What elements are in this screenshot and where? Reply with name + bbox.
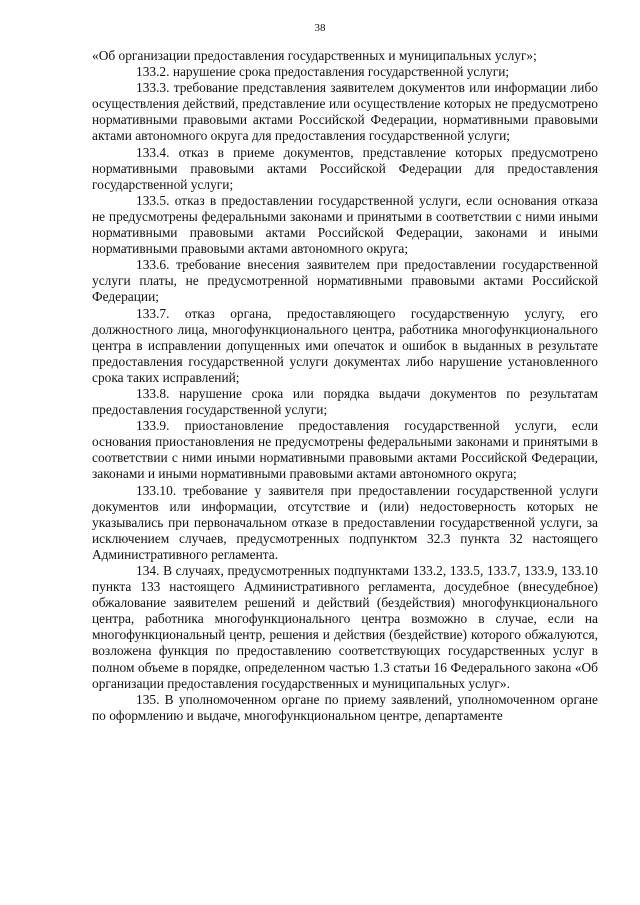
paragraph-133-2: 133.2. нарушение срока предоставления государственной услуги;: [136, 64, 510, 80]
paragraph-133-4: 133.4. отказ в приеме документов, представление которых предусмотрено нормативными правовыми актами Российской Федерации для предоставления государственной услуги;: [92, 144, 598, 192]
paragraph-133-9: 133.9. приостановление предоставления государственной услуги, если основания приостановления не предусмотрены федеральными законами и принятыми в соответствии с ними иными нормативными правовыми актами Российской Федерации, законами и иными нормативными правовыми актами автономного округа;: [92, 418, 598, 482]
paragraph-134: 134. В случаях, предусмотренных подпунктами 133.2, 133.5, 133.7, 133.9, 133.10 пункта 133 настоящего Административного регламента, досудебное (внесудебное) обжалование заявителем решений и действий (бездействия) многофункционального центра, работника многофункционального центра возможно в случае, если на многофункциональный центр, решения и действия (бездействие) которого обжалуются, возложена функция по предоставлению соответствующих государственных услуг в полном объеме в порядке, определенном частью 1.3 статьи 16 Федерального закона «Об организации предоставления государственных и муниципальных услуг».: [92, 563, 598, 691]
page-number: 38: [314, 22, 326, 34]
paragraph-133-10: 133.10. требование у заявителя при предоставлении государственной услуги документов или информации, отсутствие и (или) недостоверность которых не указывались при первоначальном отказе в предоставлении государственной услуги, за исключением случаев, предусмотренных подпунктом 32.3 пункта 32 настоящего Административного регламента.: [92, 482, 598, 562]
paragraph-continuation: «Об организации предоставления государственных и муниципальных услуг»;: [92, 48, 537, 63]
paragraph-135: 135. В уполномоченном органе по приему заявлений, уполномоченном органе по оформлению и выдаче, многофункциональном центре, департаменте: [92, 691, 598, 723]
document-body: [92, 48, 598, 724]
paragraph-133-3: 133.3. требование представления заявителем документов или информации либо осуществления действий, представление или осуществление которых не предусмотрено нормативными правовыми актами Российской Федерации, нормативными правовыми актами автономного округа для предоставления государственной услуги;: [92, 80, 598, 144]
paragraph-133-6: 133.6. требование внесения заявителем при предоставлении государственной услуги платы, не предусмотренной нормативными правовыми актами Российской Федерации;: [92, 257, 598, 305]
paragraph-133-8: 133.8. нарушение срока или порядка выдачи документов по результатам предоставления государственной услуги;: [92, 385, 598, 418]
paragraph-133-7: 133.7. отказ органа, предоставляющего государственную услугу, его должностного лица, многофункционального центра, работника многофункционального центра в исправлении допущенных ими опечаток и ошибок в выданных в результате предоставления государственной услуги документах либо нарушение установленного срока таких исправлений;: [92, 305, 598, 385]
paragraph-133-5: 133.5. отказ в предоставлении государственной услуги, если основания отказа не предусмотрены федеральными законами и принятыми в соответствии с ними иными нормативными правовыми актами Российской Федерации, законами и иными нормативными правовыми актами автономного округа;: [92, 192, 598, 257]
